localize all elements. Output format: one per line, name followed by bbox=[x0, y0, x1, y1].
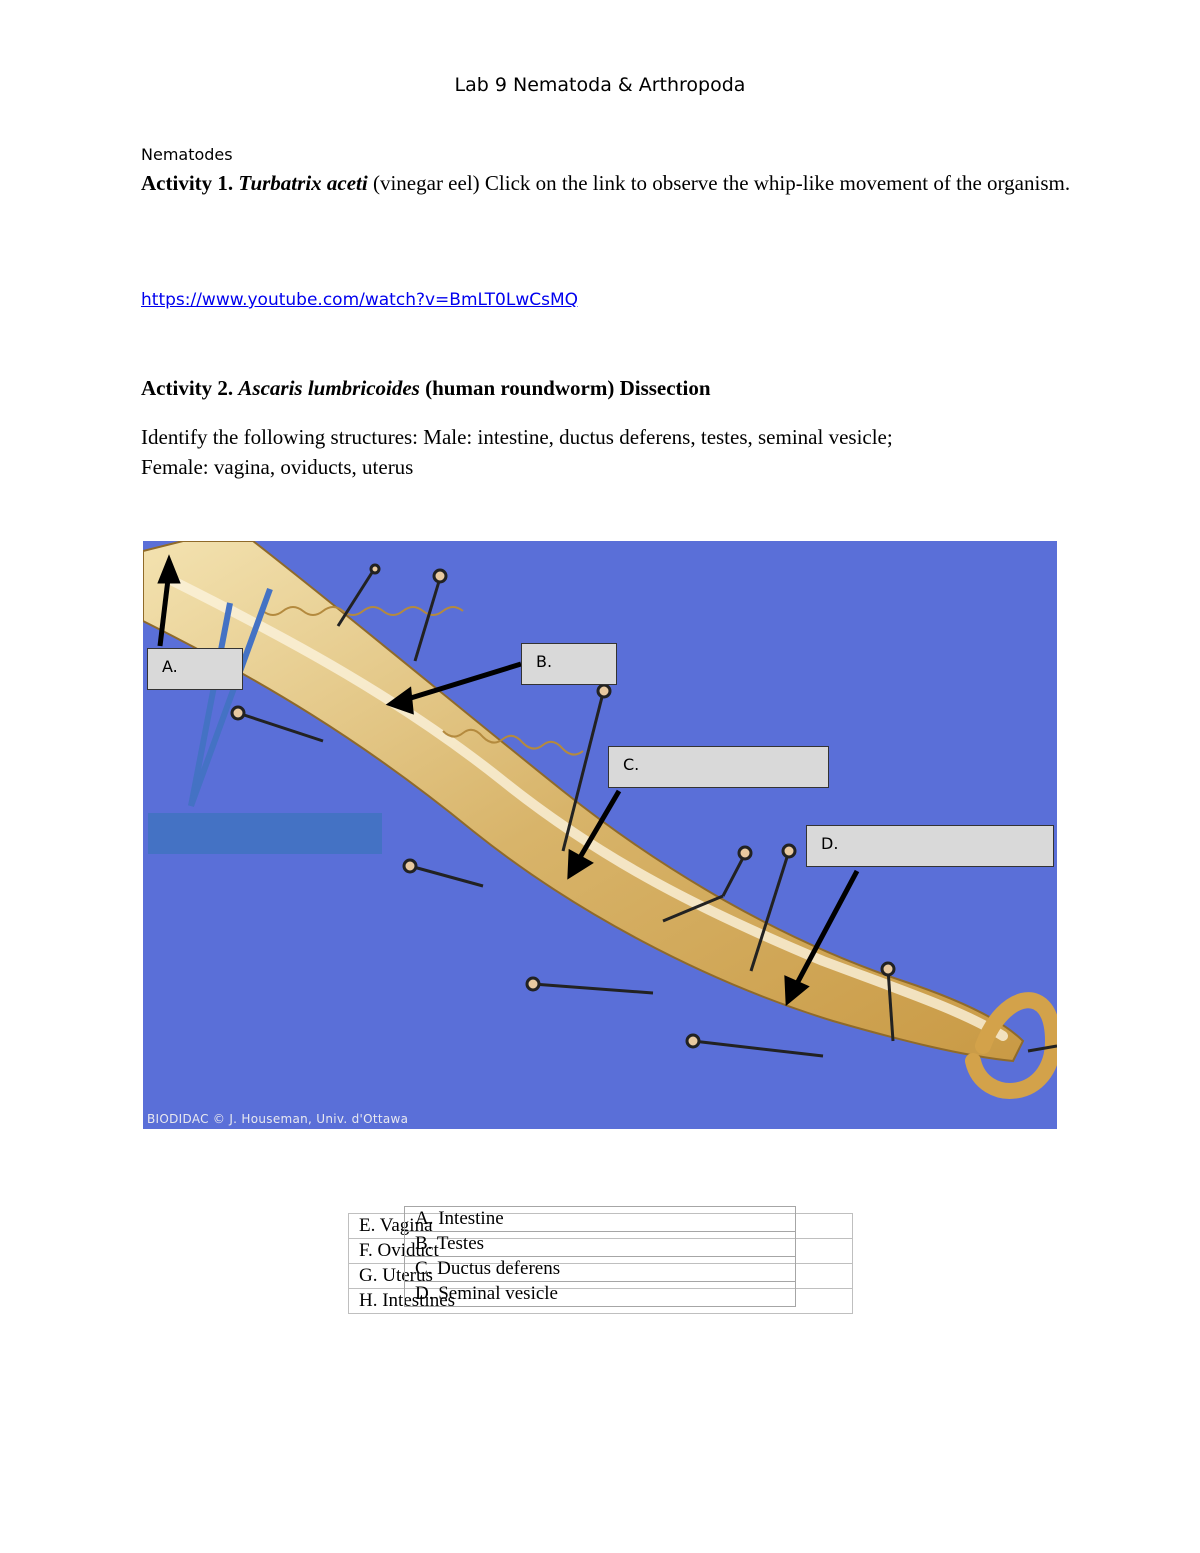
instructions-line-1: Identify the following structures: Male: intestine, ductus deferens, testes, seminal vesicle; bbox=[141, 425, 893, 449]
instructions-line-2: Female: vagina, oviducts, uterus bbox=[141, 455, 414, 479]
answer-cell-g[interactable]: G. Uterus bbox=[349, 1264, 853, 1289]
section-label: Nematodes bbox=[141, 145, 233, 164]
label-box-c[interactable]: C. bbox=[608, 746, 829, 788]
label-box-b[interactable]: B. bbox=[521, 643, 617, 685]
page-title: Lab 9 Nematoda & Arthropoda bbox=[454, 74, 746, 96]
label-box-a[interactable]: A. bbox=[147, 648, 243, 690]
activity2-heading-line bbox=[141, 376, 711, 401]
answer-cell-b[interactable]: B. Testes bbox=[405, 1232, 796, 1257]
activity2-species: Ascaris lumbricoides bbox=[238, 376, 420, 400]
image-credit: BIODIDAC © J. Houseman, Univ. d'Ottawa bbox=[147, 1112, 409, 1126]
activity1-species: Turbatrix aceti bbox=[238, 171, 368, 195]
activity1-heading: Activity 1. bbox=[141, 171, 234, 195]
activity1-paragraph bbox=[141, 168, 1071, 198]
activity2-heading: Activity 2. bbox=[141, 376, 234, 400]
blue-label-box[interactable] bbox=[148, 813, 382, 854]
answer-cell-d[interactable]: D. Seminal vesicle bbox=[405, 1282, 796, 1307]
dissection-figure bbox=[143, 541, 1057, 1129]
activity2-suffix: (human roundworm) Dissection bbox=[425, 376, 711, 400]
answer-cell-c[interactable]: C. Ductus deferens bbox=[405, 1257, 796, 1282]
answer-cell-e[interactable]: E. Vagina bbox=[349, 1214, 853, 1239]
answer-cell-h[interactable]: H. Intestines bbox=[349, 1289, 853, 1314]
answer-table-front bbox=[404, 1206, 796, 1307]
label-box-d[interactable]: D. bbox=[806, 825, 1054, 867]
activity2-instructions bbox=[141, 422, 1071, 482]
video-link[interactable]: https://www.youtube.com/watch?v=BmLT0LwCsMQ bbox=[141, 290, 578, 310]
answer-cell-f[interactable]: F. Oviduct bbox=[349, 1239, 853, 1264]
answer-cell-a[interactable]: A. Intestine bbox=[405, 1207, 796, 1232]
activity1-text: (vinegar eel) Click on the link to observe the whip-like movement of the organism. bbox=[372, 171, 1071, 195]
